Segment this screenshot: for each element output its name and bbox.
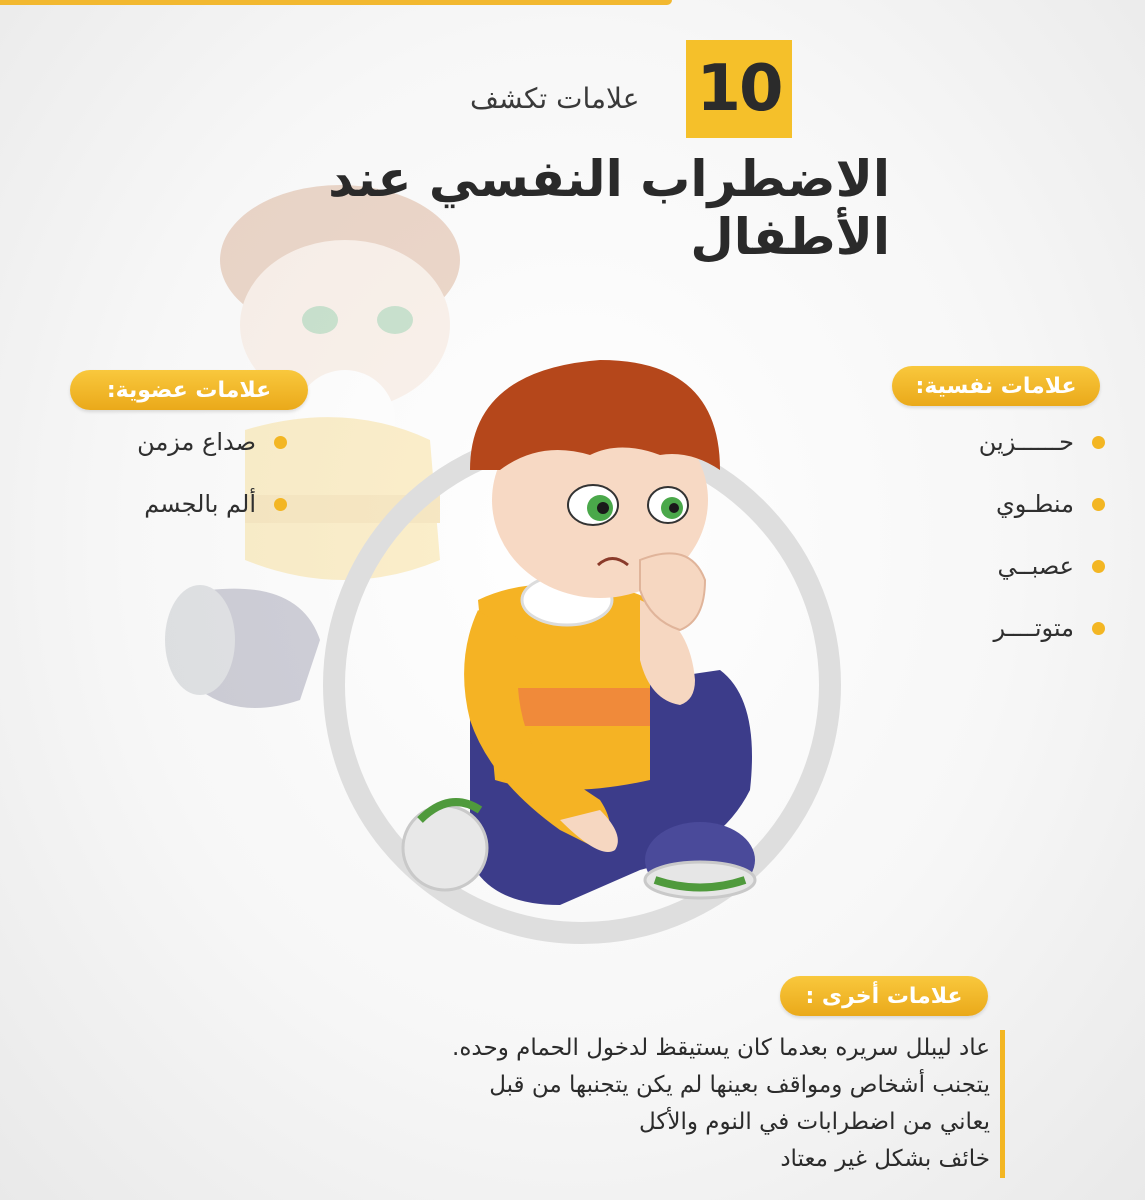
physical-item [144, 490, 287, 518]
bullet-dot [274, 498, 287, 511]
bullet-dot [274, 436, 287, 449]
psychological-heading: علامات نفسية: [892, 366, 1100, 406]
physical-item-label: صداع مزمن [137, 428, 256, 456]
physical-item [137, 428, 287, 456]
page-title: الاضطراب النفسي عند الأطفال [328, 150, 890, 266]
header-subtitle: علامات تكشف [470, 82, 640, 115]
physical-heading: علامات عضوية: [70, 370, 308, 410]
bullet-dot [1092, 560, 1105, 573]
other-sign-line: يعاني من اضطرابات في النوم والأكل [639, 1109, 990, 1135]
bullet-dot [1092, 498, 1105, 511]
psych-item-label: متوتــــر [993, 614, 1074, 642]
psych-item-label: حــــــزين [978, 428, 1074, 456]
psych-item [979, 428, 1105, 456]
other-sign-line: يتجنب أشخاص ومواقف بعينها لم يكن يتجنبها من قبل [489, 1072, 990, 1098]
physical-item-label: ألم بالجسم [144, 490, 256, 518]
other-heading: علامات أخرى : [780, 976, 988, 1016]
psych-item-label: منطـوي [996, 490, 1074, 518]
psych-item [996, 490, 1105, 518]
psych-item-label: عصبــي [997, 552, 1074, 580]
count-number: 10 [696, 52, 782, 126]
count-badge [686, 40, 792, 138]
other-sign-line: عاد ليبلل سريره بعدما كان يستيقظ لدخول الحمام وحده. [452, 1035, 990, 1061]
main-boy-figure [403, 360, 755, 905]
bullet-dot [1092, 436, 1105, 449]
psych-item [993, 614, 1105, 642]
other-signs-list [300, 1030, 1005, 1178]
psych-item [998, 552, 1105, 580]
bullet-dot [1092, 622, 1105, 635]
other-sign-line: خائف بشكل غير معتاد [780, 1146, 990, 1172]
